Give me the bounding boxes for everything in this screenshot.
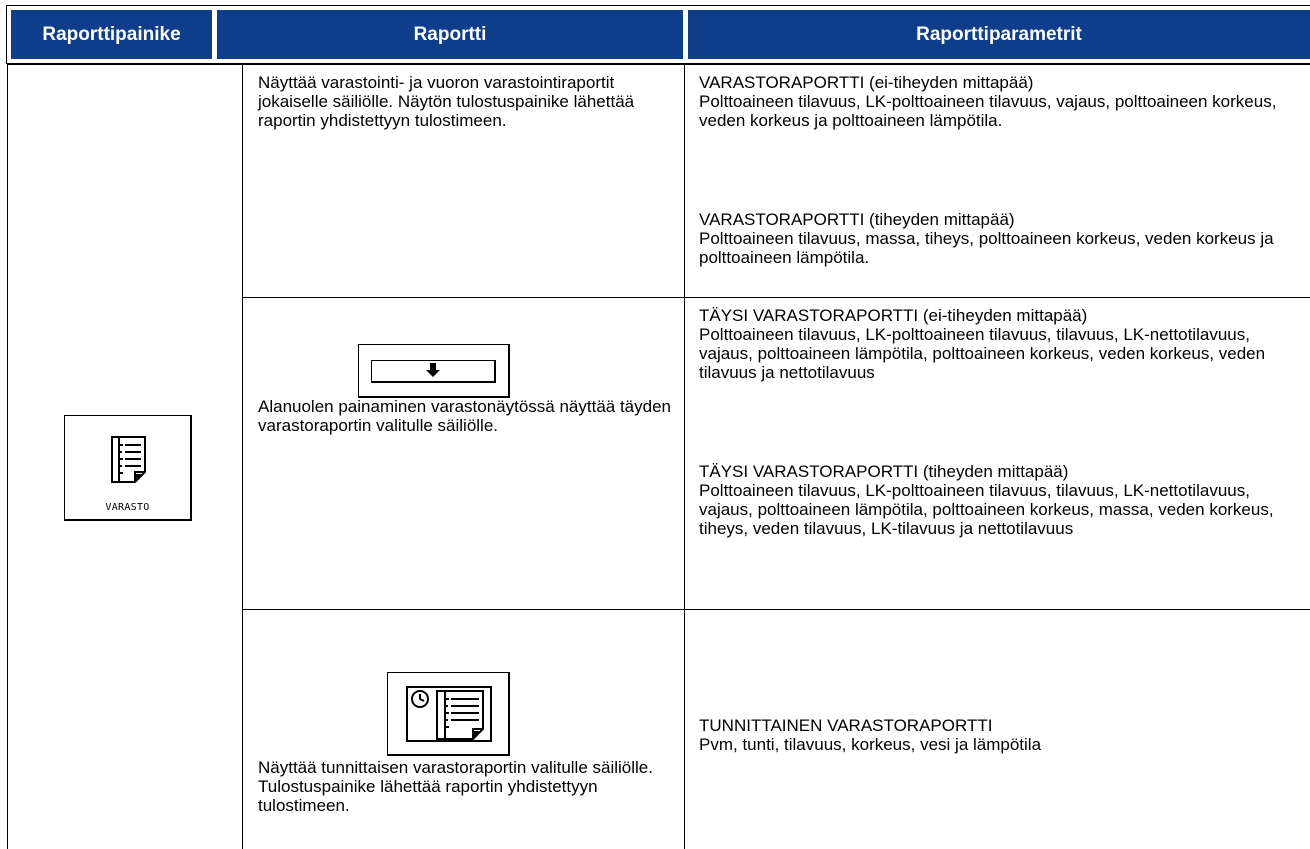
- row-1-params-b: [699, 210, 1305, 267]
- header-report-button: Raporttipainike: [11, 10, 212, 59]
- hourly-report-button[interactable]: [387, 672, 510, 756]
- param-body: Polttoaineen tilavuus, massa, tiheys, polttoaineen korkeus, veden korkeus ja polttoaineen lämpötila.: [699, 229, 1274, 267]
- param-title: TÄYSI VARASTORAPORTTI (ei-tiheyden mittapää): [699, 306, 1088, 325]
- header-row: [11, 10, 1310, 59]
- row-divider-2: [242, 609, 1310, 610]
- header-report: Raportti: [217, 10, 683, 59]
- hourly-report-icon: [405, 685, 493, 743]
- down-arrow-button[interactable]: [371, 360, 496, 383]
- column-divider-2: [684, 64, 685, 849]
- table-border-left: [7, 64, 8, 849]
- varasto-label: VARASTO: [105, 502, 150, 513]
- param-body: Pvm, tunti, tilavuus, korkeus, vesi ja lämpötila: [699, 735, 1042, 754]
- varasto-report-button[interactable]: [64, 415, 192, 521]
- row-2-params-b: [699, 462, 1305, 538]
- row-3-report-text: [258, 758, 678, 815]
- param-title: VARASTORAPORTTI (tiheyden mittapää): [699, 210, 1015, 229]
- row-1-report-text: [258, 73, 678, 130]
- header-report-params: Raporttiparametrit: [688, 10, 1310, 59]
- header-bottom-line: [7, 64, 1310, 65]
- column-divider-1: [242, 64, 243, 849]
- down-arrow-icon: [425, 362, 441, 378]
- param-title: VARASTORAPORTTI (ei-tiheyden mittapää): [699, 73, 1034, 92]
- param-body: Polttoaineen tilavuus, LK-polttoaineen tilavuus, tilavuus, LK-nettotilavuus, vajaus, polttoaineen lämpötila, polttoaineen korkeus, massa, veden korkeus, tiheys, veden tilavuus, LK-tilavuus ja nettotilavuus: [699, 481, 1274, 538]
- param-title: TÄYSI VARASTORAPORTTI (tiheyden mittapää): [699, 462, 1069, 481]
- row-2-report: Alanuolen painaminen varastonäytössä näyttää täyden varastoraportin valitulle säiliölle.: [258, 397, 672, 435]
- row-divider-1: [242, 297, 1310, 298]
- param-title: TUNNITTAINEN VARASTORAPORTTI: [699, 716, 993, 735]
- row-2-report-text: [258, 397, 678, 435]
- row-3-report: Näyttää tunnittaisen varastoraportin valitulle säiliölle. Tulostuspainike lähettää raportin yhdistettyyn tulostimeen.: [258, 758, 653, 815]
- row-1-params: [699, 73, 1305, 130]
- row-1-report: Näyttää varastointi- ja vuoron varastointiraportit jokaiselle säiliölle. Näytön tulostuspainike lähettää raportin yhdistettyyn tulostimeen.: [258, 73, 635, 130]
- down-arrow-button-frame[interactable]: [358, 344, 510, 398]
- param-body: Polttoaineen tilavuus, LK-polttoaineen tilavuus, tilavuus, LK-nettotilavuus, vajaus, polttoaineen lämpötila, polttoaineen korkeus, veden korkeus, veden tilavuus ja nettotilavuus: [699, 325, 1266, 382]
- param-body: Polttoaineen tilavuus, LK-polttoaineen tilavuus, vajaus, polttoaineen korkeus, veden korkeus ja polttoaineen lämpötila.: [699, 92, 1277, 130]
- row-2-params: [699, 306, 1305, 382]
- row-3-params: [699, 716, 1305, 754]
- report-icon: [109, 434, 149, 486]
